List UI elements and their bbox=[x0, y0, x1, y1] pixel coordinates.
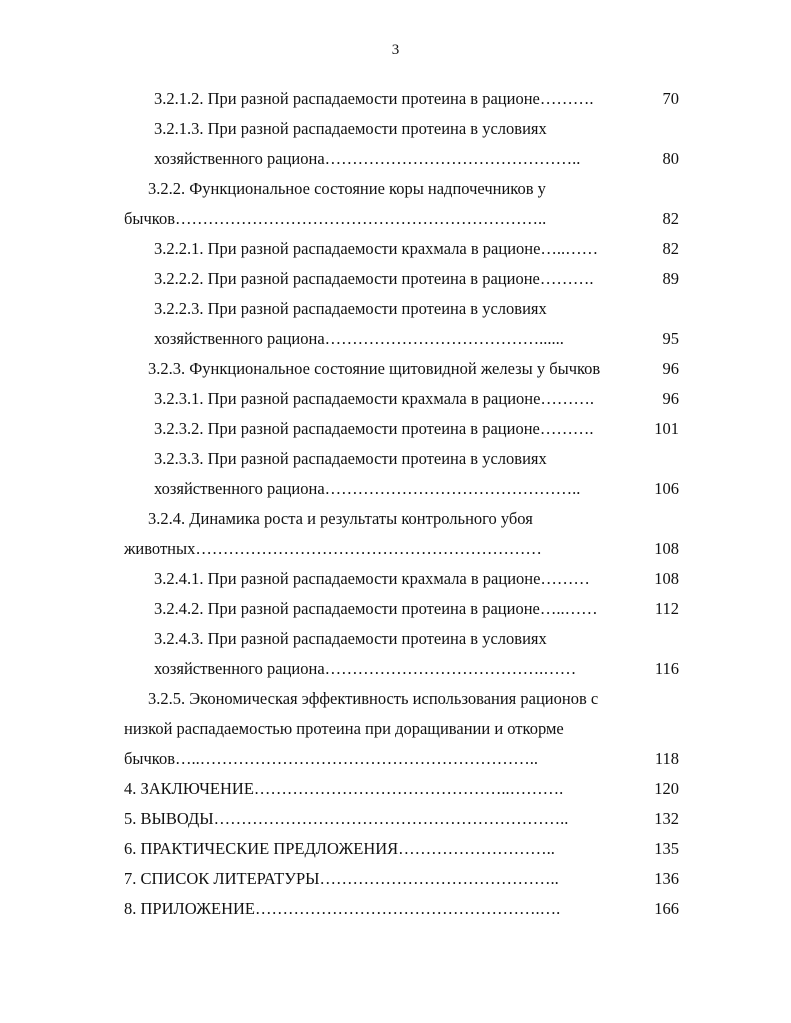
page-number: 3 bbox=[391, 42, 400, 58]
toc-page-number: 108 bbox=[654, 539, 679, 558]
toc-line: 3.2.3.1. При разной распадаемости крахмала в рационе………. bbox=[154, 389, 595, 408]
toc-page-number: 118 bbox=[654, 749, 679, 768]
toc-line: хозяйственного рациона…………………………………...... bbox=[154, 329, 564, 348]
toc-line: 3.2.1.2. При разной распадаемости протеина в рационе………. bbox=[154, 89, 594, 108]
toc-page-number: 116 bbox=[654, 659, 679, 678]
toc-line: 3.2.4. Динамика роста и результаты контрольного убоя bbox=[148, 509, 533, 528]
toc-line: хозяйственного рациона……………………………………….. bbox=[154, 149, 581, 168]
toc-page-number: 101 bbox=[654, 419, 679, 438]
toc-line: 7. СПИСОК ЛИТЕРАТУРЫ…………………………………….. bbox=[124, 869, 559, 888]
toc-line: животных……………………………………………………… bbox=[124, 539, 542, 558]
toc-page-number: 80 bbox=[662, 149, 679, 168]
toc-page-number: 132 bbox=[654, 809, 679, 828]
toc-line: 3.2.3.2. При разной распадаемости протеина в рационе………. bbox=[154, 419, 594, 438]
toc-line: 3.2.3.3. При разной распадаемости протеина в условиях bbox=[154, 449, 547, 468]
toc-line: 3.2.2.1. При разной распадаемости крахмала в рационе…..…… bbox=[154, 239, 599, 258]
toc-line: хозяйственного рациона………………………………….…… bbox=[154, 659, 577, 678]
toc-line: хозяйственного рациона……………………………………….. bbox=[154, 479, 581, 498]
toc-page-number: 82 bbox=[662, 209, 679, 228]
toc-page-number: 70 bbox=[662, 89, 679, 108]
toc-line: 3.2.1.3. При разной распадаемости протеина в условиях bbox=[154, 119, 547, 138]
toc-page-number: 120 bbox=[654, 779, 679, 798]
toc-line: 3.2.4.3. При разной распадаемости протеина в условиях bbox=[154, 629, 547, 648]
toc-line: 3.2.4.1. При разной распадаемости крахмала в рационе……… bbox=[154, 569, 590, 588]
toc-line: низкой распадаемостью протеина при доращивании и откорме bbox=[124, 719, 564, 738]
toc-line: бычков………………………………………………………….. bbox=[124, 209, 547, 228]
toc-line: 6. ПРАКТИЧЕСКИЕ ПРЕДЛОЖЕНИЯ……………………….. bbox=[124, 839, 555, 858]
toc-line: 5. ВЫВОДЫ……………………………………………………….. bbox=[124, 809, 569, 828]
toc-line: 3.2.5. Экономическая эффективность использования рационов с bbox=[148, 689, 599, 708]
toc-page-number: 166 bbox=[654, 899, 679, 918]
toc-line: 3.2.3. Функциональное состояние щитовидной железы у бычков bbox=[148, 359, 601, 378]
toc-page-number: 95 bbox=[662, 329, 679, 348]
toc-line: бычков…..…………………………………………………….. bbox=[124, 749, 538, 768]
toc-page-number: 112 bbox=[654, 599, 679, 618]
toc-page-number: 89 bbox=[662, 269, 679, 288]
toc-page-number: 96 bbox=[662, 359, 679, 378]
toc-page-number: 108 bbox=[654, 569, 679, 588]
toc-page-number: 135 bbox=[654, 839, 679, 858]
toc-page-number: 136 bbox=[654, 869, 679, 888]
toc-page-number: 82 bbox=[662, 239, 679, 258]
toc-page-number: 96 bbox=[662, 389, 679, 408]
toc-line: 3.2.2. Функциональное состояние коры надпочечников у bbox=[148, 179, 546, 198]
toc-line: 8. ПРИЛОЖЕНИЕ…………………………………………….…. bbox=[124, 899, 561, 918]
toc-line: 3.2.2.2. При разной распадаемости протеина в рационе………. bbox=[154, 269, 594, 288]
toc-line: 3.2.4.2. При разной распадаемости протеина в рационе…..…… bbox=[154, 599, 598, 618]
toc-line: 3.2.2.3. При разной распадаемости протеина в условиях bbox=[154, 299, 547, 318]
toc-page-number: 106 bbox=[654, 479, 679, 498]
toc-line: 4. ЗАКЛЮЧЕНИЕ………………………………………..………. bbox=[124, 779, 564, 798]
